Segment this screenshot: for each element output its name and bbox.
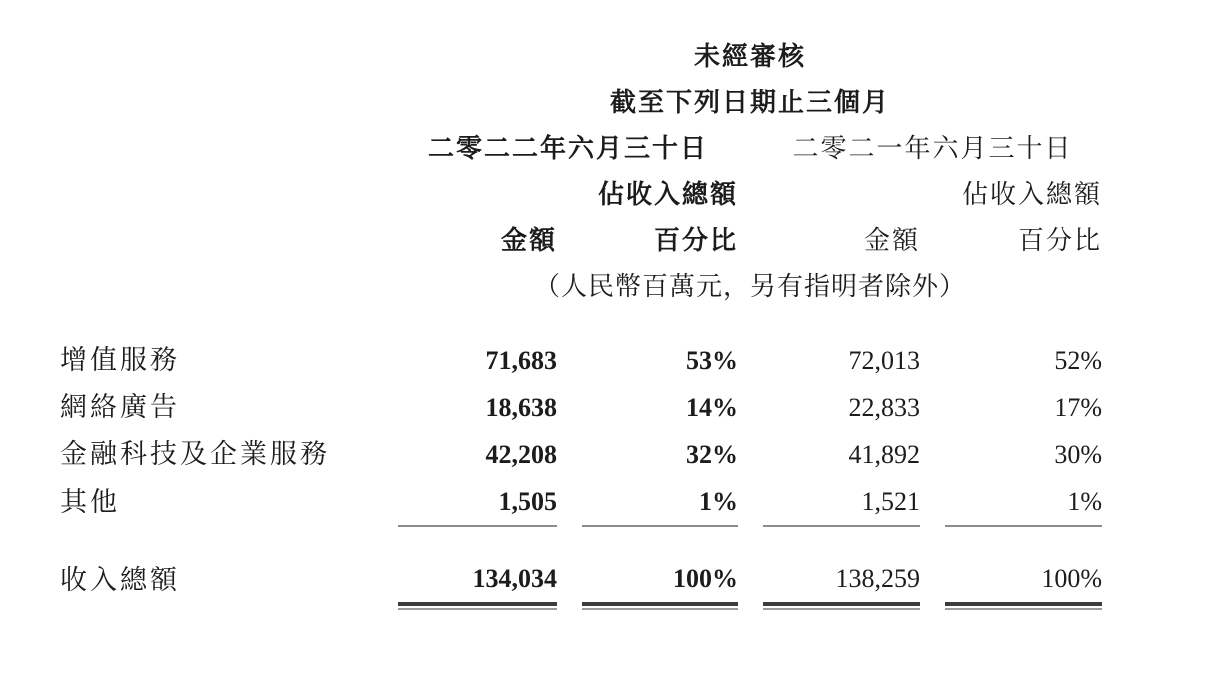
- total-amount-2021: 138,259: [763, 555, 920, 606]
- empty-cell: [60, 172, 373, 218]
- amount-2022: 42,208: [485, 439, 557, 469]
- percent-column-label-2022: 百分比: [653, 226, 738, 255]
- revenue-table: [35, 34, 1127, 606]
- percent-column-label-2021: 百分比: [1017, 226, 1102, 255]
- header-row-share: [60, 172, 1102, 218]
- header-row-unaudited: [60, 34, 1102, 80]
- table-row-fintech: [60, 431, 1102, 478]
- unaudited-heading: 未經審核: [693, 42, 806, 71]
- amount-2021: 22,833: [848, 392, 920, 422]
- table-row-online-ads: [60, 384, 1102, 431]
- empty-cell: [60, 264, 373, 310]
- share-of-revenue-label-2021: 佔收入總額: [961, 180, 1102, 209]
- amount-2021: 72,013: [848, 345, 920, 375]
- total-percent-2022: 100%: [582, 555, 738, 606]
- period-heading: 截至下列日期止三個月: [609, 88, 890, 117]
- header-row-unit-note: [60, 264, 1102, 310]
- amount-2021: 41,892: [848, 439, 920, 469]
- amount-2022: 18,638: [485, 392, 557, 422]
- header-row-columns: [60, 218, 1102, 264]
- spacer-row: [60, 310, 1102, 337]
- share-of-revenue-label-2022: 佔收入總額: [597, 180, 738, 209]
- amount-2021: 1,521: [763, 478, 920, 527]
- table-row-total: [60, 555, 1102, 606]
- table-row-vas: [60, 337, 1102, 384]
- amount-column-label-2022: 金額: [500, 226, 557, 255]
- empty-cell: [60, 126, 373, 172]
- percent-2022: 53%: [686, 345, 738, 375]
- spacer-row: [60, 527, 1102, 555]
- row-label: 網絡廣告: [60, 392, 180, 422]
- percent-2022: 14%: [686, 392, 738, 422]
- table-row-others: [60, 478, 1102, 527]
- total-amount-2022: 134,034: [398, 555, 557, 606]
- empty-cell: [60, 80, 373, 126]
- amount-column-label-2021: 金額: [863, 226, 920, 255]
- percent-2021: 30%: [1054, 439, 1102, 469]
- header-row-period: [60, 80, 1102, 126]
- empty-cell: [60, 218, 373, 264]
- date-heading-2021: 二零二一年六月三十日: [792, 134, 1073, 163]
- total-percent-2021: 100%: [945, 555, 1102, 606]
- amount-2022: 1,505: [398, 478, 557, 527]
- row-label: 金融科技及企業服務: [60, 439, 330, 469]
- percent-2022: 1%: [582, 478, 738, 527]
- row-label: 增值服務: [60, 345, 180, 375]
- percent-2021: 1%: [945, 478, 1102, 527]
- empty-cell: [60, 34, 373, 80]
- total-label: 收入總額: [60, 565, 180, 595]
- percent-2021: 17%: [1054, 392, 1102, 422]
- header-row-dates: [60, 126, 1102, 172]
- percent-2021: 52%: [1054, 345, 1102, 375]
- unit-note: （人民幣百萬元，另有指明者除外）: [533, 272, 966, 301]
- amount-2022: 71,683: [485, 345, 557, 375]
- row-label: 其他: [60, 487, 120, 517]
- percent-2022: 32%: [686, 439, 738, 469]
- date-heading-2022: 二零二二年六月三十日: [427, 134, 708, 163]
